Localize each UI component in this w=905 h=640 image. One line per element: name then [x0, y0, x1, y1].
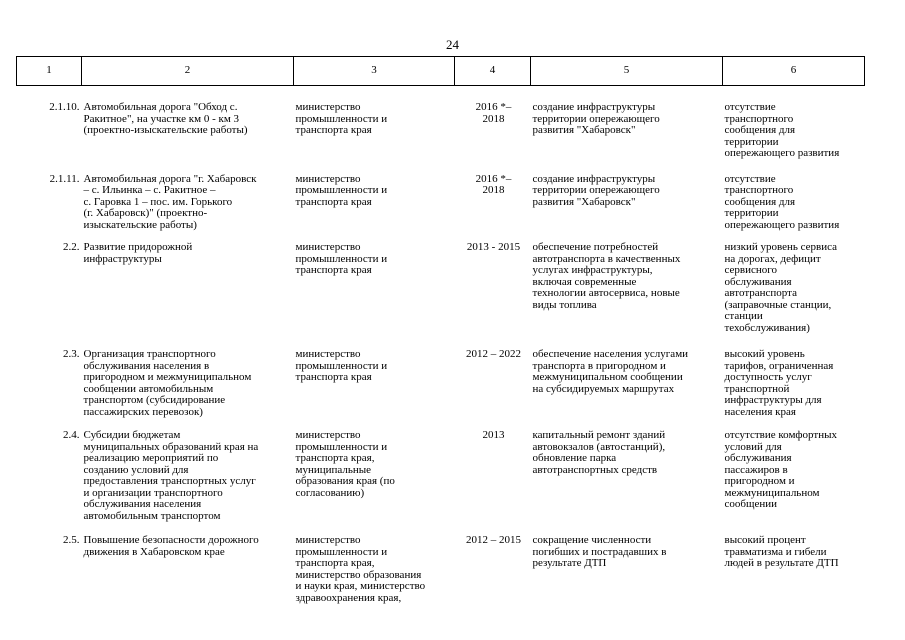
activity-name — [82, 418, 294, 522]
implementation-period — [455, 231, 531, 334]
page-number: 24 — [446, 37, 459, 52]
non-implementation-consequence-text: отсутствие комфортных условий для обслуживания пассажиров в пригородном и межмуниципальном сообщении — [724, 429, 837, 510]
non-implementation-consequence-text: высокий процент травматизма и гибели людей в результате ДТП — [724, 534, 839, 569]
table-row — [17, 86, 865, 160]
item-number — [17, 160, 82, 232]
column-header: 4 — [455, 57, 531, 86]
responsible-executor — [294, 334, 455, 418]
responsible-executor — [294, 86, 455, 160]
expected-result-text: капитальный ремонт зданий автовокзалов (автостанций), обновление парка автотранспортных средств — [532, 429, 666, 476]
responsible-executor-text: министерство промышленности и транспорта края, министерство образования и науки края, министерство здравоохранения края, — [295, 534, 426, 604]
expected-result-text: обеспечение потребностей автотранспорта в качественных услугах инфраструктуры, включая современные технологии автосервиса, новые виды топлива — [532, 241, 681, 311]
program-table — [16, 56, 865, 612]
implementation-period — [455, 334, 531, 418]
item-number-text: 2.1.10. — [49, 101, 80, 113]
responsible-executor — [294, 522, 455, 612]
non-implementation-consequence — [723, 160, 865, 232]
expected-result — [531, 86, 723, 160]
non-implementation-consequence — [723, 418, 865, 522]
table-row — [17, 160, 865, 232]
responsible-executor — [294, 231, 455, 334]
non-implementation-consequence — [723, 86, 865, 160]
activity-name-text: Автомобильная дорога "г. Хабаровск – с. Ильинка – с. Ракитное – с. Гаровка 1 – пос. им. Горького (г. Хабаровск)" (проектно- изыскательские работы) — [83, 172, 257, 231]
non-implementation-consequence — [723, 522, 865, 612]
non-implementation-consequence-text: низкий уровень сервиса на дорогах, дефицит сервисного обслуживания автотранспорта (заправочные станции, станции техобслуживания) — [724, 241, 838, 334]
responsible-executor-text: министерство промышленности и транспорта края — [295, 241, 388, 276]
expected-result-text: сокращение численности погибших и пострадавших в результате ДТП — [532, 534, 667, 569]
item-number — [17, 231, 82, 334]
activity-name-text: Развитие придорожной инфраструктуры — [83, 241, 193, 265]
responsible-executor — [294, 418, 455, 522]
non-implementation-consequence — [723, 334, 865, 418]
table-row — [17, 418, 865, 522]
item-number — [17, 522, 82, 612]
item-number-text: 2.2. — [63, 241, 80, 253]
expected-result-text: создание инфраструктуры территории опережающего развития "Хабаровск" — [532, 101, 660, 136]
table-row — [17, 231, 865, 334]
expected-result — [531, 160, 723, 232]
item-number — [17, 86, 82, 160]
implementation-period — [455, 418, 531, 522]
table-row — [17, 522, 865, 612]
activity-name — [82, 522, 294, 612]
expected-result — [531, 418, 723, 522]
implementation-period-text: 2013 — [482, 429, 505, 441]
implementation-period-text: 2013 - 2015 — [466, 241, 521, 253]
activity-name-text: Субсидии бюджетам муниципальных образований края на реализацию мероприятий по созданию условий для предоставления транспортных услуг и организации транспортного обслуживания населения автомобильным транспортом — [83, 429, 259, 522]
item-number-text: 2.1.11. — [49, 172, 80, 185]
responsible-executor — [294, 160, 455, 232]
item-number-text: 2.4. — [63, 429, 80, 441]
item-number-text: 2.3. — [63, 348, 80, 360]
column-header: 5 — [531, 57, 723, 86]
activity-name-text: Организация транспортного обслуживания населения в пригородном и межмуниципальном сообщении автомобильным транспортом (субсидирование пассажирских перевозок) — [83, 348, 252, 418]
expected-result-text: обеспечение населения услугами транспорта в пригородном и межмуниципальном сообщении на субсидируемых маршрутах — [532, 348, 689, 395]
activity-name — [82, 86, 294, 160]
non-implementation-consequence-text: высокий уровень тарифов, ограниченная доступность услуг транспортной инфраструктуры для населения края — [724, 348, 834, 418]
item-number — [17, 334, 82, 418]
non-implementation-consequence — [723, 231, 865, 334]
column-header: 1 — [17, 57, 82, 86]
expected-result — [531, 334, 723, 418]
column-header: 6 — [723, 57, 865, 86]
expected-result — [531, 522, 723, 612]
expected-result-text: создание инфраструктуры территории опережающего развития "Хабаровск" — [532, 172, 660, 208]
non-implementation-consequence-text: отсутствие транспортного сообщения для территории опережающего развития — [724, 101, 840, 159]
responsible-executor-text: министерство промышленности и транспорта края — [295, 348, 388, 383]
column-header: 3 — [294, 57, 455, 86]
implementation-period-text: 2016 *– 2018 — [475, 101, 512, 125]
non-implementation-consequence-text: отсутствие транспортного сообщения для территории опережающего развития — [724, 172, 840, 231]
activity-name — [82, 334, 294, 418]
item-number-text: 2.5. — [63, 534, 80, 546]
table-body — [17, 86, 865, 613]
implementation-period-text: 2012 – 2015 — [466, 534, 521, 546]
responsible-executor-text: министерство промышленности и транспорта края — [295, 101, 388, 136]
activity-name-text: Автомобильная дорога "Обход с. Ракитное", на участке км 0 - км 3 (проектно-изыскательские работы) — [83, 101, 248, 136]
header-row — [17, 57, 865, 86]
implementation-period — [455, 86, 531, 160]
item-number — [17, 418, 82, 522]
implementation-period-text: 2016 *– 2018 — [475, 172, 512, 196]
responsible-executor-text: министерство промышленности и транспорта края — [295, 172, 388, 208]
implementation-period — [455, 160, 531, 232]
expected-result — [531, 231, 723, 334]
implementation-period-text: 2012 – 2022 — [466, 348, 521, 360]
implementation-period — [455, 522, 531, 612]
activity-name — [82, 231, 294, 334]
column-header: 2 — [82, 57, 294, 86]
table-row — [17, 334, 865, 418]
activity-name — [82, 160, 294, 232]
responsible-executor-text: министерство промышленности и транспорта края, муниципальные образования края (по согласованию) — [295, 429, 395, 499]
activity-name-text: Повышение безопасности дорожного движения в Хабаровском крае — [83, 534, 259, 558]
